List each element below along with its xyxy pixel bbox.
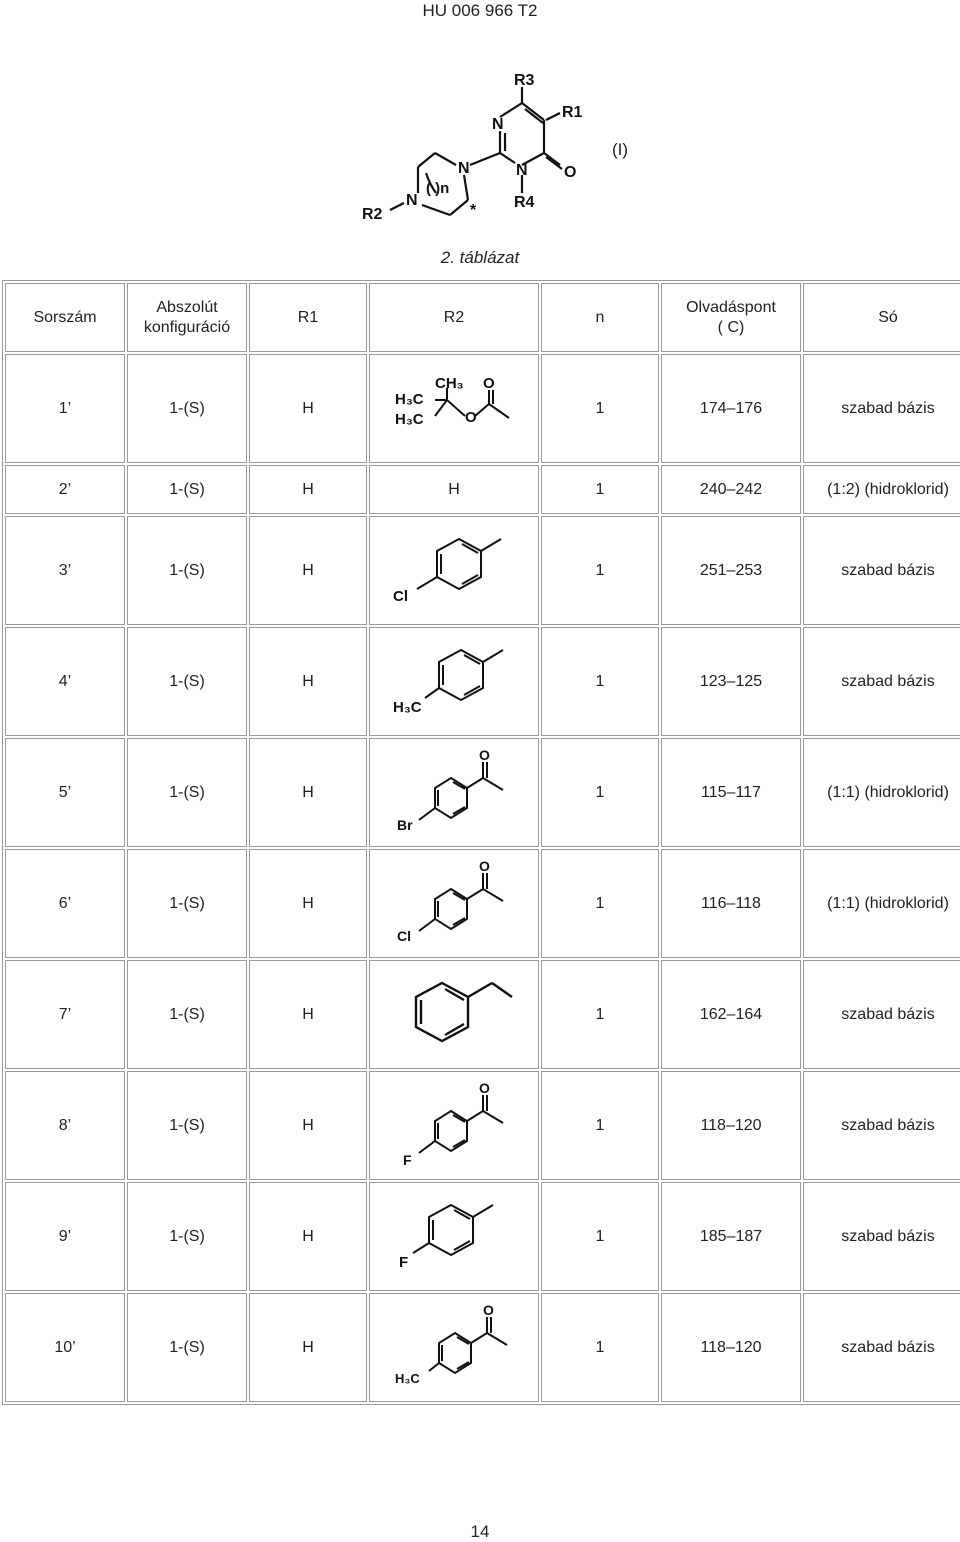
cell-r1: H [249, 1071, 367, 1180]
header-line: Olvadáspont [686, 298, 776, 316]
table-row [5, 516, 960, 625]
4-chlorobenzoyl-structure [389, 859, 519, 949]
cell-r1: H [249, 354, 367, 463]
4-methylbenzoyl-structure [389, 1303, 519, 1393]
table-row [5, 354, 960, 463]
cell-config: 1-(S) [127, 1071, 247, 1180]
o-atom-label: O [479, 747, 490, 763]
cell-r1: H [249, 1182, 367, 1291]
n-atom-label: N [406, 192, 418, 209]
r1-label: R1 [562, 104, 583, 121]
cell-config: 1-(S) [127, 1182, 247, 1291]
stereo-center-star: * [470, 202, 477, 219]
document-id: HU 006 966 T2 [422, 1, 538, 20]
cell-melting-point: 251–253 [661, 516, 801, 625]
cell-melting-point: 123–125 [661, 627, 801, 736]
o-atom-label: O [564, 164, 577, 181]
cell-r1: H [249, 738, 367, 847]
header-line: ( C) [717, 318, 745, 336]
cell-n: 1 [541, 960, 659, 1069]
cell-salt: szabad bázis [803, 354, 960, 463]
cell-salt: szabad bázis [803, 1293, 960, 1402]
cell-salt: (1:1) (hidroklorid) [803, 738, 960, 847]
cell-salt: szabad bázis [803, 627, 960, 736]
cell-salt: (1:1) (hidroklorid) [803, 849, 960, 958]
header-r2: R2 [369, 283, 539, 352]
cell-r1: H [249, 960, 367, 1069]
cell-r2 [369, 627, 539, 736]
compounds-table [2, 280, 960, 1405]
o-atom-label: O [483, 374, 495, 392]
r3-label: R3 [514, 72, 535, 89]
header-n: n [541, 283, 659, 352]
header-absolute-configuration [127, 283, 247, 352]
page-number: 14 [470, 1522, 490, 1541]
cell-n: 1 [541, 1293, 659, 1402]
cell-sorszam: 7’ [5, 960, 125, 1069]
h3c-label: H₃C [395, 410, 424, 428]
ring-size-index: ( )n [426, 180, 450, 197]
cell-r1: H [249, 849, 367, 958]
header-line: Abszolút [156, 298, 218, 316]
h3c-label: H₃C [393, 698, 422, 716]
cell-config: 1-(S) [127, 465, 247, 514]
cell-n: 1 [541, 627, 659, 736]
cell-r1: H [249, 465, 367, 514]
cell-config: 1-(S) [127, 516, 247, 625]
table-row [5, 1293, 960, 1402]
cell-config: 1-(S) [127, 849, 247, 958]
table-row [5, 627, 960, 736]
cell-r2 [369, 1182, 539, 1291]
h3c-label: H₃C [395, 1370, 420, 1386]
cell-n: 1 [541, 354, 659, 463]
table-row [5, 465, 960, 514]
o-atom-label: O [479, 1080, 490, 1096]
cell-config: 1-(S) [127, 960, 247, 1069]
cell-sorszam: 4’ [5, 627, 125, 736]
table-row [5, 960, 960, 1069]
table-row [5, 1071, 960, 1180]
table-header-row [5, 283, 960, 352]
n-atom-label: N [516, 162, 528, 179]
cell-sorszam: 9’ [5, 1182, 125, 1291]
4-methylbenzyl-structure [389, 642, 519, 722]
r4-label: R4 [514, 194, 535, 211]
4-chlorobenzyl-structure [389, 531, 519, 611]
o-atom-label: O [483, 1302, 494, 1318]
cell-sorszam: 6’ [5, 849, 125, 958]
cell-sorszam: 8’ [5, 1071, 125, 1180]
cell-sorszam: 1’ [5, 354, 125, 463]
cell-n: 1 [541, 738, 659, 847]
cell-r2: H [369, 465, 539, 514]
4-fluorobenzoyl-structure [389, 1081, 519, 1171]
cell-config: 1-(S) [127, 1293, 247, 1402]
cell-n: 1 [541, 465, 659, 514]
header-melting-point [661, 283, 801, 352]
cell-config: 1-(S) [127, 627, 247, 736]
cell-r2 [369, 960, 539, 1069]
general-formula-structure [360, 65, 600, 235]
table-row [5, 1182, 960, 1291]
cl-label: Cl [397, 927, 411, 944]
table-caption: 2. táblázat [440, 248, 520, 267]
cell-melting-point: 115–117 [661, 738, 801, 847]
4-bromobenzoyl-structure [389, 748, 519, 838]
o-atom-label: O [465, 408, 477, 426]
table-row [5, 738, 960, 847]
cell-config: 1-(S) [127, 354, 247, 463]
cell-salt: szabad bázis [803, 1182, 960, 1291]
cell-salt: szabad bázis [803, 516, 960, 625]
cell-melting-point: 116–118 [661, 849, 801, 958]
f-label: F [399, 1253, 409, 1271]
cell-r1: H [249, 627, 367, 736]
cell-sorszam: 5’ [5, 738, 125, 847]
o-atom-label: O [479, 858, 490, 874]
header-salt: Só [803, 283, 960, 352]
4-fluorobenzyl-structure [389, 1197, 519, 1277]
cell-melting-point: 118–120 [661, 1293, 801, 1402]
cell-melting-point: 118–120 [661, 1071, 801, 1180]
cell-r2 [369, 849, 539, 958]
cell-melting-point: 240–242 [661, 465, 801, 514]
cell-salt: szabad bázis [803, 960, 960, 1069]
cell-salt: szabad bázis [803, 1071, 960, 1180]
cell-r1: H [249, 516, 367, 625]
formula-number: (I) [612, 140, 629, 159]
cell-sorszam: 2’ [5, 465, 125, 514]
cell-melting-point: 162–164 [661, 960, 801, 1069]
table-row [5, 849, 960, 958]
tert-butoxycarbonyl-structure [389, 374, 519, 444]
cell-n: 1 [541, 516, 659, 625]
ch3-label: CH₃ [435, 374, 464, 392]
cell-sorszam: 3’ [5, 516, 125, 625]
cell-r2 [369, 516, 539, 625]
cell-r2 [369, 354, 539, 463]
cell-melting-point: 185–187 [661, 1182, 801, 1291]
cell-salt: (1:2) (hidroklorid) [803, 465, 960, 514]
br-label: Br [397, 816, 413, 833]
cell-sorszam: 10’ [5, 1293, 125, 1402]
cell-r2 [369, 738, 539, 847]
cell-r2 [369, 1293, 539, 1402]
cell-r2 [369, 1071, 539, 1180]
r2-label: R2 [362, 206, 383, 223]
h3c-label: H₃C [395, 390, 424, 408]
cell-n: 1 [541, 849, 659, 958]
n-atom-label: N [458, 160, 470, 177]
n-atom-label: N [492, 116, 504, 133]
f-label: F [403, 1151, 412, 1168]
header-line: konfiguráció [143, 318, 231, 336]
cell-n: 1 [541, 1071, 659, 1180]
cell-r1: H [249, 1293, 367, 1402]
cell-n: 1 [541, 1182, 659, 1291]
cl-label: Cl [393, 587, 408, 605]
benzyl-structure [384, 975, 524, 1055]
header-r1: R1 [249, 283, 367, 352]
cell-melting-point: 174–176 [661, 354, 801, 463]
header-sorszam: Sorszám [5, 283, 125, 352]
cell-config: 1-(S) [127, 738, 247, 847]
